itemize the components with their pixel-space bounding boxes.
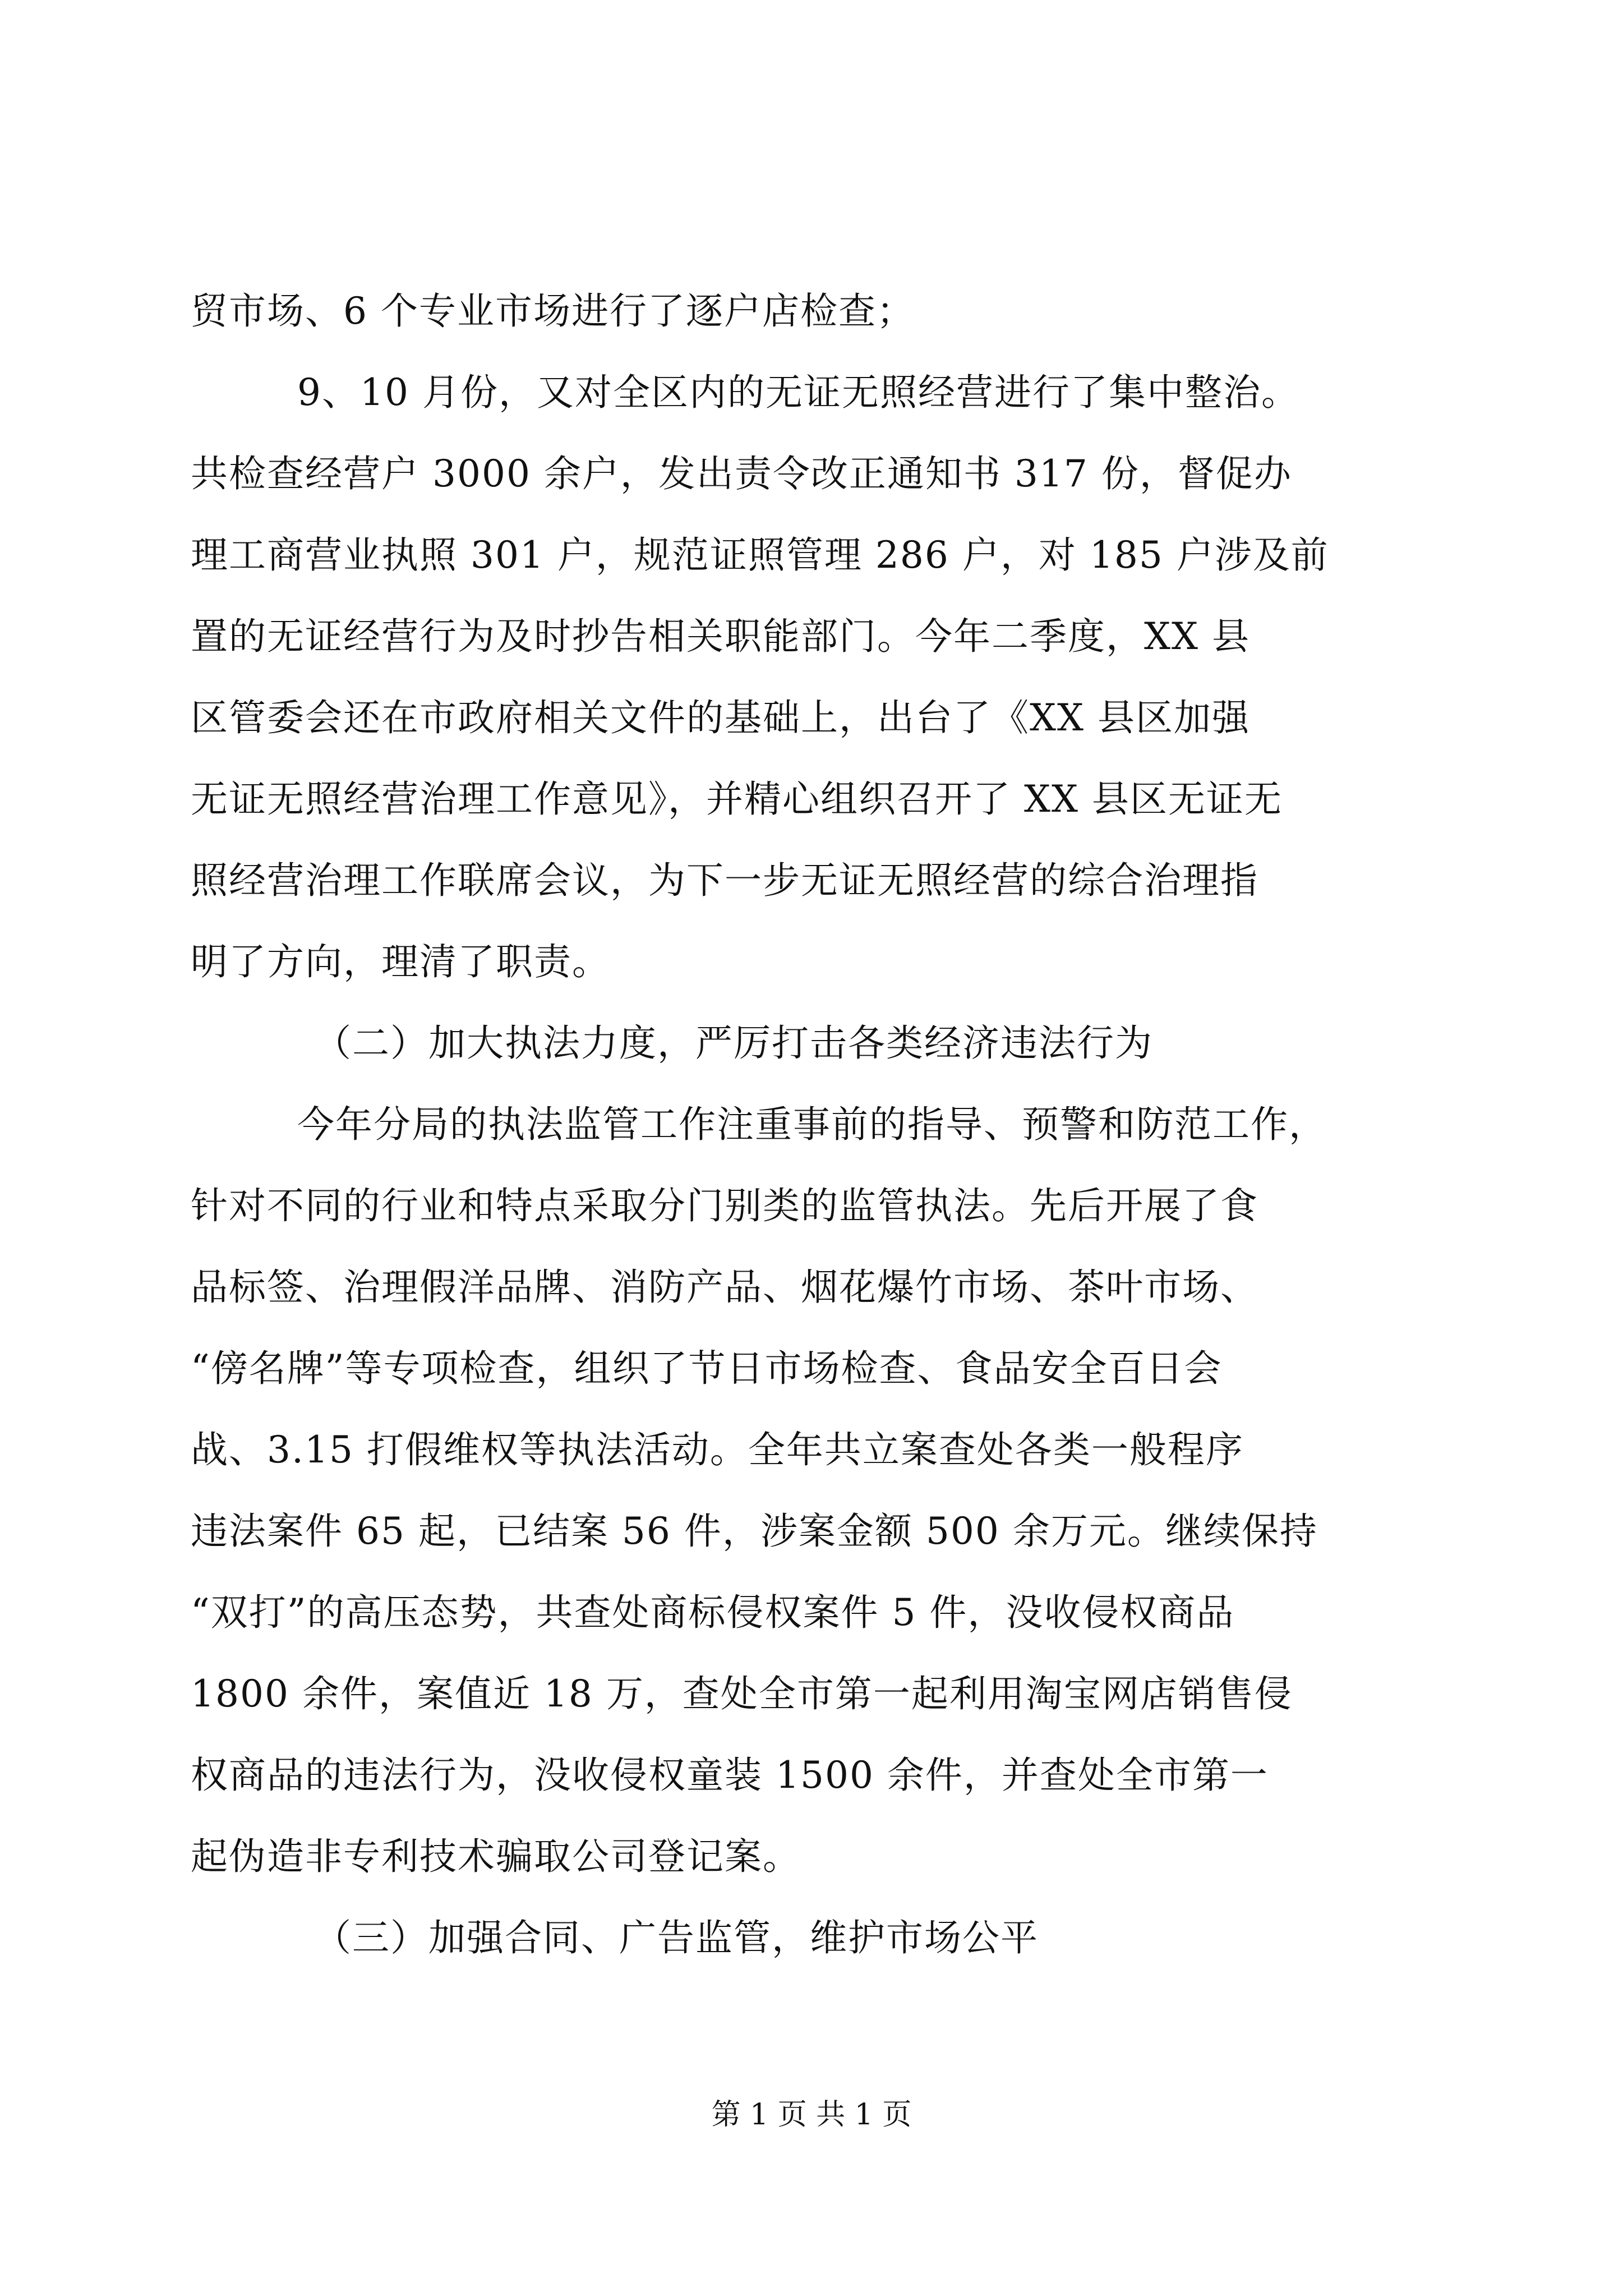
paragraph-line: 贸市场、6 个专业市场进行了逐户店检查； <box>191 289 915 333</box>
paragraph-line: 战、3.15 打假维权等执法活动。全年共立案查处各类一般程序 <box>191 1428 1244 1471</box>
paragraph-line: 9、10 月份，又对全区内的无证无照经营进行了集中整治。 <box>297 371 1299 414</box>
paragraph-line: 权商品的违法行为，没收侵权童装 1500 余件，并查处全市第一 <box>191 1754 1269 1797</box>
paragraph-line: 无证无照经营治理工作意见》，并精心组织召开了 XX 县区无证无 <box>191 777 1283 821</box>
paragraph-line: 品标签、治理假洋品牌、消防产品、烟花爆竹市场、茶叶市场、 <box>191 1266 1258 1309</box>
paragraph-line: “双打”的高压态势，共查处商标侵权案件 5 件，没收侵权商品 <box>191 1591 1235 1634</box>
paragraph-line: 共检查经营户 3000 余户，发出责令改正通知书 317 份，督促办 <box>191 452 1292 495</box>
paragraph-line: 起伪造非专利技术骗取公司登记案。 <box>191 1835 801 1878</box>
section-heading: （二）加大执法力度，严厉打击各类经济违法行为 <box>314 1022 1153 1065</box>
page-number-footer: 第 1 页 共 1 页 <box>711 2098 912 2132</box>
paragraph-line: 针对不同的行业和特点采取分门别类的监管执法。先后开展了食 <box>191 1184 1258 1227</box>
paragraph-line: 1800 余件，案值近 18 万，查处全市第一起利用淘宝网店销售侵 <box>191 1672 1293 1715</box>
paragraph-line: “傍名牌”等专项检查，组织了节日市场检查、食品安全百日会 <box>191 1347 1223 1390</box>
paragraph-line: 区管委会还在市政府相关文件的基础上，出台了《XX 县区加强 <box>191 696 1250 739</box>
paragraph-line: 照经营治理工作联席会议，为下一步无证无照经营的综合治理指 <box>191 859 1258 902</box>
paragraph-line: 今年分局的执法监管工作注重事前的指导、预警和防范工作， <box>297 1103 1327 1146</box>
section-heading: （三）加强合同、广告监管，维护市场公平 <box>314 1916 1039 1959</box>
paragraph-line: 明了方向，理清了职责。 <box>191 940 610 983</box>
paragraph-line: 理工商营业执照 301 户，规范证照管理 286 户，对 185 户涉及前 <box>191 533 1329 577</box>
paragraph-line: 违法案件 65 起，已结案 56 件，涉案金额 500 余万元。继续保持 <box>191 1510 1318 1553</box>
paragraph-line: 置的无证经营行为及时抄告相关职能部门。今年二季度，XX 县 <box>191 615 1250 658</box>
